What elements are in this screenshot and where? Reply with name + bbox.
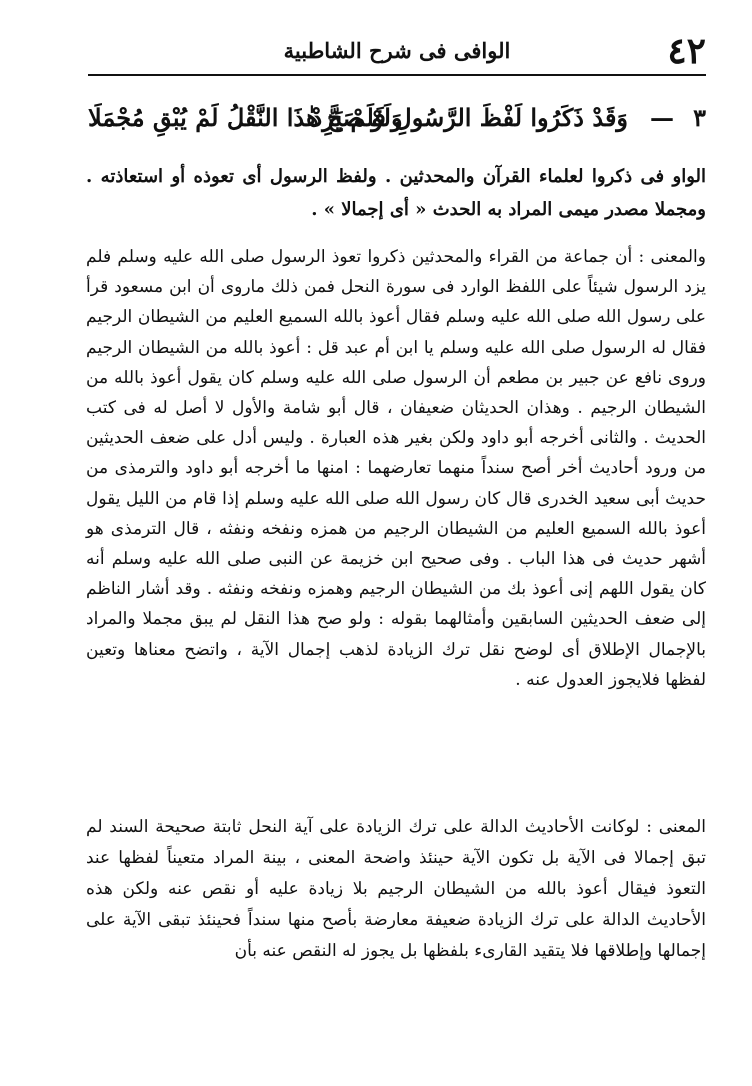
page-header bbox=[88, 30, 706, 72]
page-number: ٤٢ bbox=[667, 30, 706, 72]
meaning-paragraph: والمعنى : أن جماعة من القراء والمحدثين ذكروا تعوذ الرسول صلى الله عليه وسلم فلم يزد الرسول شيئاً على اللفظ الوارد فى سورة النحل فمن ذلك ماروى أن ابن مسعود قرأ على رسول الله صلى الله عليه وسلم فقال أعوذ بالله السميع العليم من الشيطان الرجيم فقال له الرسول صلى الله عليه وسلم يا ابن أم عبد قل : أعوذ بالله من الشيطان الرجيم وروى نافع عن جبير بن مطعم أن الرسول صلى الله عليه وسلم كان يقول أعوذ بالله من الشيطان الرجيم . وهذان الحديثان ضعيفان ، قال أبو شامة والأول لا أصل له فى كتب الحديث . والثانى أخرجه أبو داود ولكن بغير هذه العبارة . وليس أدل على ضعف الحديثين من ورود أحاديث أخر أصح سنداً منهما تعارضهما : امنها ما أخرجه أبو داود والترمذى من حديث أبى سعيد الخدرى قال كان رسول الله صلى الله عليه وسلم إذا قام من الليل يقول أعوذ بالله السميع العليم من الشيطان الرجيم من همزه ونفخه ونفثه ، قال الترمذى هو أشهر حديث فى هذا الباب . وفى صحيح ابن خزيمة عن النبى صلى الله عليه وسلم أنه كان يقول اللهم إنى أعوذ بك من الشيطان الرجيم وهمزه ونفخه ونفثه . وقد أشار الناظم إلى ضعف الحديثين السابقين وأمثالهما بقوله : ولو صح هذا النقل لم يبق مجملا والمراد بالإجمال الإطلاق أى لوضح نقل ترك الزيادة لذهب إجمال الآية ، واتضح معناها وتعين لفظها فلايجوز العدول عنه . bbox=[86, 247, 706, 690]
verse-number: ٣ bbox=[693, 103, 706, 132]
verse-dash: — bbox=[650, 103, 674, 132]
vocabulary-paragraph: الواو فى ذكروا لعلماء القرآن والمحدثين . ولفظ الرسول أى تعوذه أو استعاذته . ومجملا مصدر ميمى المراد به الحدث « أى إجمالا » . bbox=[86, 166, 706, 220]
running-title: الوافى فى شرح الشاطبية bbox=[283, 38, 511, 63]
verse-second-hemistich: وَلَوْ صَحَّ هٰذَا النَّقْلُ لَمْ يُبْقِ مُجْمَلَا bbox=[88, 103, 403, 132]
header-rule bbox=[88, 74, 706, 76]
verse-first-hemistich: وَقَدْ ذَكَرُوا لَفْظَ الرَّسُولِ فَلَمْ يَزِدْ bbox=[311, 103, 628, 132]
explanation-paragraph: المعنى : لوكانت الأحاديث الدالة على ترك الزيادة على آية النحل ثابتة صحيحة السند لم تبق إجمالا فى الآية بل تكون الآية حينئذ واضحة المعنى ، بينة المراد متعيناً لفظها عند التعوذ فيقال أعوذ بالله من الشيطان الرجيم بلا زيادة عليه أو نقص عنه ولكن هذه الأحاديث الدالة على ترك الزيادة ضعيفة معارضة بأصح منها سنداً فحينئذ تبقى الآية على إجمالها وإطلاقها فلا يتقيد القارىء بلفظها بل يجوز له النقص عنه بأن bbox=[86, 817, 706, 961]
poem-verse bbox=[88, 94, 706, 146]
